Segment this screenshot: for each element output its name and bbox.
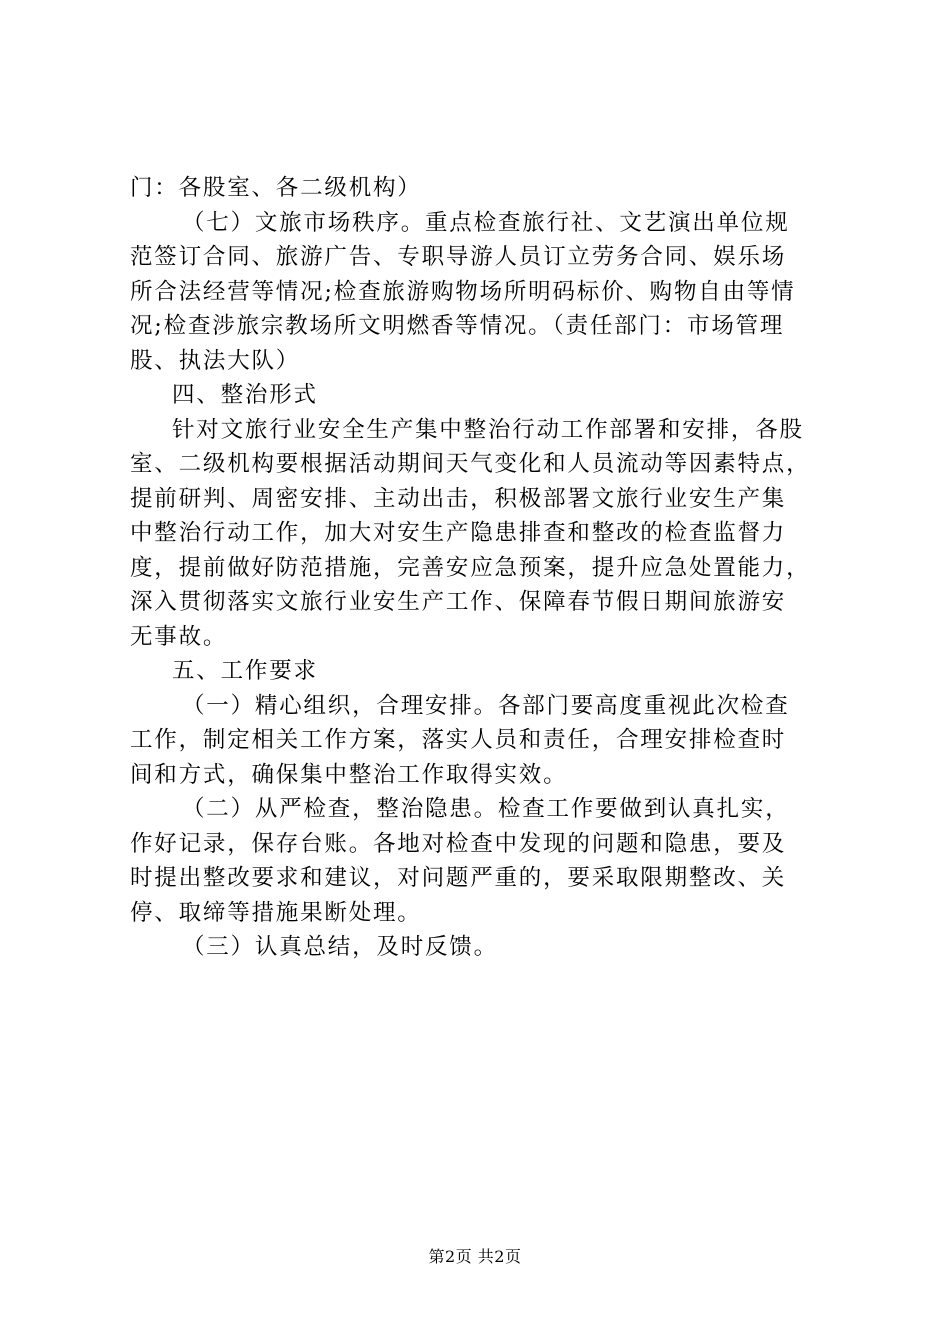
section-heading: 四、整治形式	[172, 382, 318, 408]
text-line: 股、执法大队）	[130, 347, 301, 374]
page-number-footer: 第2页 共2页	[428, 1247, 522, 1266]
section-heading: 五、工作要求	[172, 658, 318, 684]
text-line: 范签订合同、旅游广告、专职导游人员订立劳务合同、娱乐场	[130, 244, 787, 270]
text-line: 门：各股室、各二级机构）	[130, 175, 422, 201]
text-line: 况;检查涉旅宗教场所文明燃香等情况。（责任部门：市场管理	[130, 313, 785, 339]
text-line: 深入贯彻落实文旅行业安生产工作、保障春节假日期间旅游安	[130, 589, 787, 615]
text-line: （七）文旅市场秩序。重点检查旅行社、文艺演出单位规	[182, 209, 790, 236]
text-line: 工作，制定相关工作方案，落实人员和责任，合理安排检查时	[130, 727, 787, 753]
text-line: 针对文旅行业安全生产集中整治行动工作部署和安排，各股	[172, 416, 804, 443]
text-line: 间和方式，确保集中整治工作取得实效。	[130, 761, 568, 788]
text-line: （一）精心组织，合理安排。各部门要高度重视此次检查	[182, 692, 790, 719]
text-line: 中整治行动工作，加大对安生产隐患排查和整改的检查监督力	[130, 520, 787, 546]
text-line: （二）从严检查，整治隐患。检查工作要做到认真扎实，	[182, 796, 790, 822]
text-line: 作好记录，保存台账。各地对检查中发现的问题和隐患，要及	[130, 830, 787, 857]
text-line: 停、取缔等措施果断处理。	[130, 899, 422, 926]
text-line: 无事故。	[130, 623, 228, 650]
text-line: 时提出整改要求和建议，对问题严重的，要采取限期整改、关	[130, 865, 787, 891]
text-line: （三）认真总结，及时反馈。	[182, 934, 498, 960]
text-line: 所合法经营等情况;检查旅游购物场所明码标价、购物自由等情	[130, 278, 796, 305]
text-line: 度，提前做好防范措施，完善安应急预案，提升应急处置能力，	[130, 554, 811, 581]
text-line: 提前研判、周密安排、主动出击，积极部署文旅行业安生产集	[130, 485, 787, 512]
document-body	[130, 171, 835, 965]
text-line: 室、二级机构要根据活动期间天气变化和人员流动等因素特点，	[130, 451, 811, 477]
